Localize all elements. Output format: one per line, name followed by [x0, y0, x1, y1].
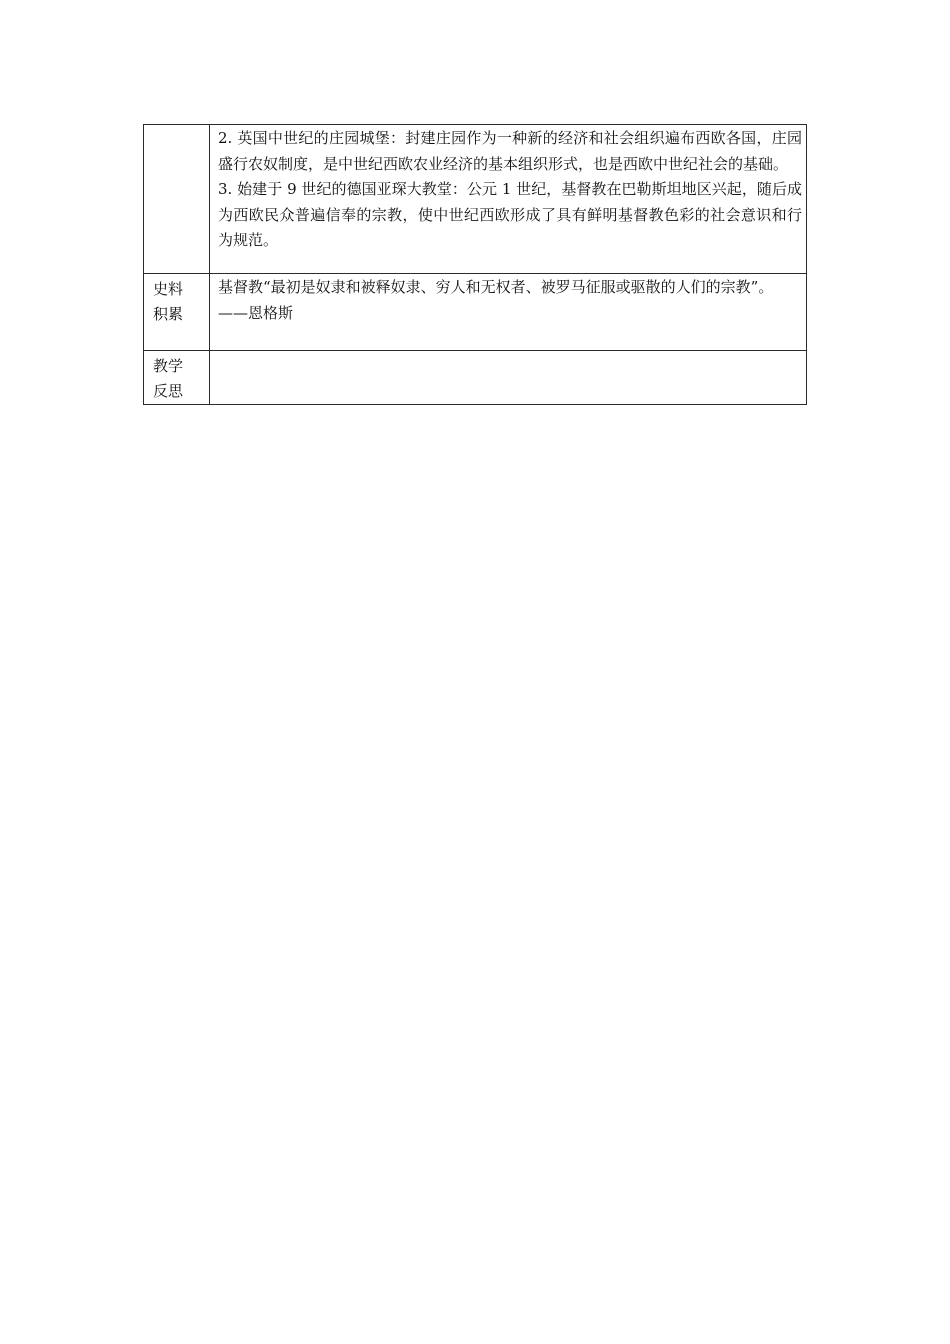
row-label-line: 史料 — [153, 280, 184, 298]
row-label-line: 反思 — [153, 382, 184, 400]
table-row-historical-materials — [144, 274, 807, 351]
paragraph-manor-castle: 2. 英国中世纪的庄园城堡：封建庄园作为一种新的经济和社会组织遍布西欧各国，庄园盛行农奴制度，是中世纪西欧农业经济的基本组织形式，也是西欧中世纪社会的基础。 — [218, 129, 802, 173]
row-content-historical-materials — [210, 274, 807, 351]
row-label-line: 教学 — [153, 357, 184, 375]
quote-text: 基督教“最初是奴隶和被释奴隶、穷人和无权者、被罗马征服或驱散的人们的宗教”。 — [218, 278, 774, 296]
row-label-historical-materials — [144, 274, 210, 351]
row-content-teaching-reflection — [210, 351, 807, 405]
lesson-plan-table — [143, 124, 807, 405]
paragraph-aachen-cathedral: 3. 始建于 9 世纪的德国亚琛大教堂：公元 1 世纪，基督教在巴勒斯坦地区兴起，随后成为西欧民众普遍信奉的宗教，使中世纪西欧形成了具有鲜明基督教色彩的社会意识和行为规范。 — [218, 180, 802, 249]
row-label-empty — [144, 125, 210, 274]
table-row-history-images — [144, 125, 807, 274]
row-label-line: 积累 — [153, 305, 184, 323]
table-row-teaching-reflection — [144, 351, 807, 405]
quote-attribution: ——恩格斯 — [218, 303, 294, 322]
row-content-history-images — [210, 125, 807, 274]
row-label-teaching-reflection — [144, 351, 210, 405]
